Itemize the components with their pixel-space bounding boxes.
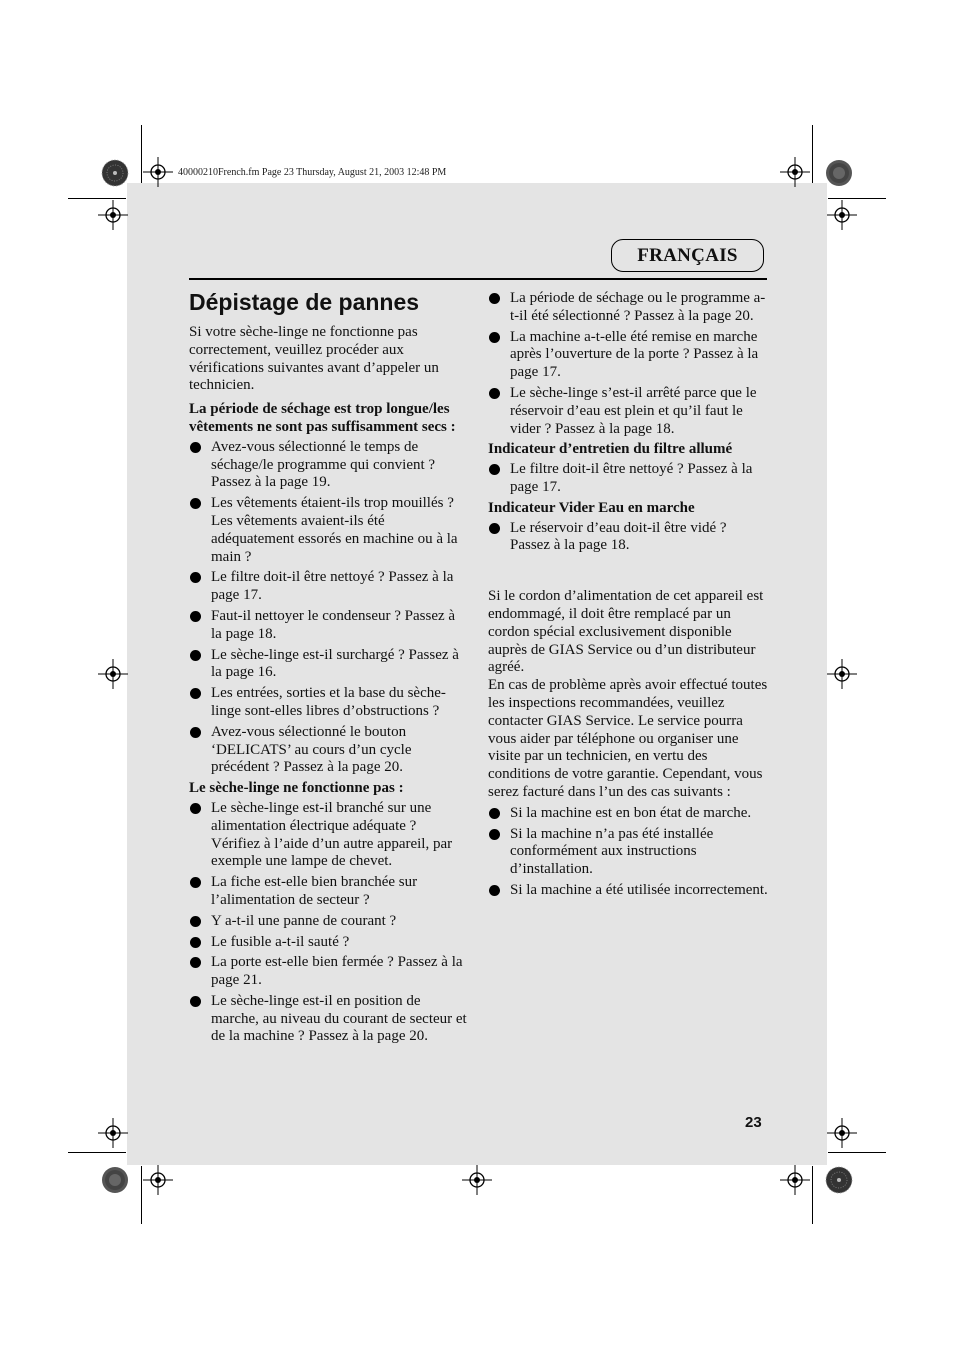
list-item: Le sèche-linge s’est-il arrêté parce que le réservoir d’eau est plein et qu’il faut le vider ? Passez à la page 18. <box>488 385 768 438</box>
list-item: Les vêtements étaient-ils trop mouillés ? Les vêtements avaient-ils été adéquatement essorés en machine ou à la main ? <box>189 495 467 566</box>
right-column <box>488 290 768 903</box>
list-item: Le sèche-linge est-il branché sur une alimentation électrique adéquate ? Vérifiez à l’aide d’un autre appareil, par exemple une lampe de chevet. <box>189 800 467 871</box>
list-item: Si la machine est en bon état de marche. <box>488 805 768 823</box>
list-item: La machine a-t-elle été remise en marche après l’ouverture de la porte ? Passez à la page 17. <box>488 329 768 382</box>
list-item: Avez-vous sélectionné le temps de séchage/le programme qui convient ? Passez à la page 19. <box>189 439 467 492</box>
spacer <box>488 558 768 588</box>
intro-paragraph: Si votre sèche-linge ne fonctionne pas correctement, veuillez procéder aux vérifications suivantes avant d’appeler un technicien. <box>189 324 439 394</box>
list-item: Le fusible a-t-il sauté ? <box>189 934 467 952</box>
continued-list <box>488 290 768 438</box>
list-item: La porte est-elle bien fermée ? Passez à la page 21. <box>189 954 467 990</box>
header-rule <box>189 278 767 280</box>
section-heading-empty-water-indicator: Indicateur Vider Eau en marche <box>488 499 695 516</box>
registration-target-icon <box>98 659 128 689</box>
color-burst-icon <box>101 1166 129 1194</box>
list-item: Avez-vous sélectionné le bouton ‘DELICATS’ au cours d’un cycle précédent ? Passez à la page 20. <box>189 724 467 777</box>
long-drying-list <box>189 439 467 777</box>
registration-target-icon <box>462 1165 492 1195</box>
page-title: Dépistage de pannes <box>189 289 420 315</box>
charge-cases-list <box>488 805 768 900</box>
crop-mark <box>812 1166 813 1224</box>
file-header: 40000210French.fm Page 23 Thursday, August 21, 2003 12:48 PM <box>178 167 447 178</box>
page-number: 23 <box>745 1114 762 1131</box>
list-item: La période de séchage ou le programme a-t-il été sélectionné ? Passez à la page 20. <box>488 290 768 326</box>
crop-mark <box>812 125 813 183</box>
crop-mark <box>68 1152 126 1153</box>
registration-target-icon <box>98 1118 128 1148</box>
list-item: Le filtre doit-il être nettoyé ? Passez à la page 17. <box>189 569 467 605</box>
color-burst-icon <box>825 1166 853 1194</box>
registration-target-icon <box>143 157 173 187</box>
crop-mark <box>68 198 126 199</box>
crop-mark <box>141 1166 142 1224</box>
registration-target-icon <box>827 200 857 230</box>
registration-target-icon <box>827 659 857 689</box>
empty-water-indicator-list <box>488 520 768 556</box>
registration-target-icon <box>827 1118 857 1148</box>
color-burst-icon <box>101 159 129 187</box>
not-working-list <box>189 800 467 1046</box>
list-item: Y a-t-il une panne de courant ? <box>189 913 467 931</box>
language-tab: FRANÇAIS <box>611 239 764 272</box>
cord-notice: Si le cordon d’alimentation de cet appareil est endommagé, il doit être remplacé par un cordon spécial exclusivement disponible auprès de GIAS Service ou d’un distributeur agréé. <box>488 588 764 676</box>
list-item: Le réservoir d’eau doit-il être vidé ? Passez à la page 18. <box>488 520 768 556</box>
list-item: Si la machine n’a pas été installée conformément aux instructions d’installation. <box>488 826 768 879</box>
registration-target-icon <box>143 1165 173 1195</box>
crop-mark <box>828 198 886 199</box>
section-heading-long-drying: La période de séchage est trop longue/les vêtements ne sont pas suffisamment secs : <box>189 401 456 435</box>
left-column <box>189 288 467 1049</box>
section-heading-not-working: Le sèche-linge ne fonctionne pas : <box>189 780 404 797</box>
color-burst-icon <box>825 159 853 187</box>
list-item: Le sèche-linge est-il surchargé ? Passez à la page 16. <box>189 647 467 683</box>
section-heading-filter-indicator: Indicateur d’entretien du filtre allumé <box>488 441 733 458</box>
registration-target-icon <box>780 1165 810 1195</box>
list-item: Si la machine a été utilisée incorrectement. <box>488 882 768 900</box>
service-notice: En cas de problème après avoir effectué toutes les inspections recommandées, veuillez contacter GIAS Service. Le service pourra vous aider par téléphone ou organiser une visite par un technicien, en vertu des conditions de votre garantie. Cependant, vous serez facturé dans l’un des cas suivants : <box>488 677 768 800</box>
list-item: Faut-il nettoyer le condenseur ? Passez à la page 18. <box>189 608 467 644</box>
list-item: Le filtre doit-il être nettoyé ? Passez à la page 17. <box>488 461 768 497</box>
crop-mark <box>141 125 142 183</box>
list-item: Les entrées, sorties et la base du sèche-linge sont-elles libres d’obstructions ? <box>189 685 467 721</box>
registration-target-icon <box>780 157 810 187</box>
registration-target-icon <box>98 200 128 230</box>
filter-indicator-list <box>488 461 768 497</box>
list-item: Le sèche-linge est-il en position de marche, au niveau du courant de secteur et de la machine ? Passez à la page 20. <box>189 993 467 1046</box>
crop-mark <box>828 1152 886 1153</box>
list-item: La fiche est-elle bien branchée sur l’alimentation de secteur ? <box>189 874 467 910</box>
